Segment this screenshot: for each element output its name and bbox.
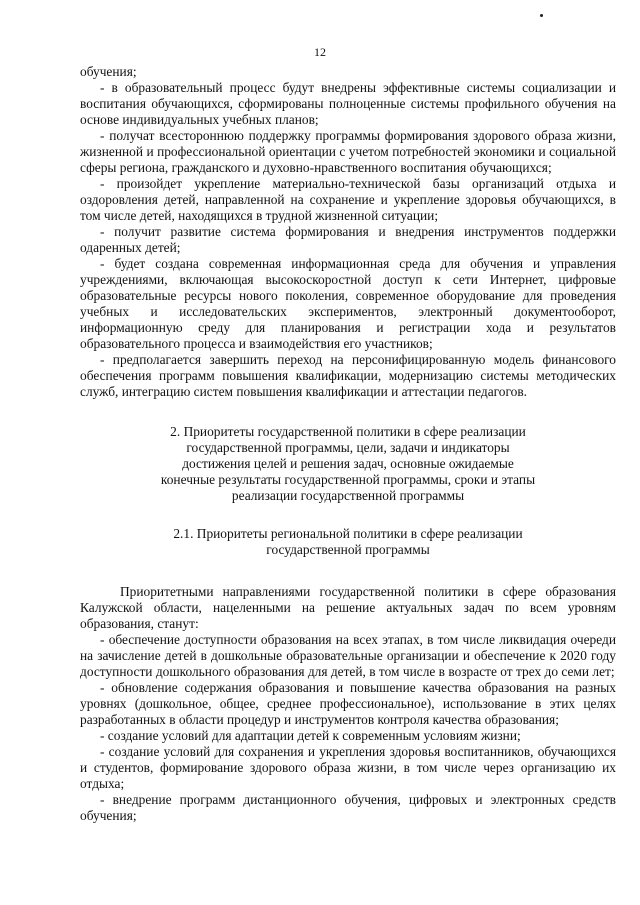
list-item: - создание условий для сохранения и укрепления здоровья воспитанников, обучающихся и студентов, формирование здорового образа жизни, в том числе через организацию их отдыха; [80, 744, 616, 791]
paragraph: - произойдет укрепление материально-технической базы организаций отдыха и оздоровления детей, направленной на сохранение и укрепление здоровья обучающихся, в том числе детей, находящихся в трудной жизненной ситуации; [80, 176, 616, 223]
scan-speck [540, 14, 543, 17]
paragraph: обучения; [80, 64, 137, 79]
heading-line: государственной программы [266, 542, 430, 557]
heading-line: достижения целей и решения задач, основные ожидаемые [182, 456, 514, 471]
paragraph: - предполагается завершить переход на персонифицированную модель финансового обеспечения программ повышения квалификации, модернизацию системы методических служб, интеграцию систем повышения квалификации и аттестации педагогов. [80, 352, 616, 399]
paragraph: - в образовательный процесс будут внедрены эффективные системы социализации и воспитания обучающихся, сформированы полноценные системы профильного обучения на основе индивидуальных учебных планов; [80, 80, 616, 127]
paragraph: - будет создана современная информационная среда для обучения и управления учреждениями, включающая высокоскоростной доступ к сети Интернет, цифровые образовательные ресурсы нового поколения, современное оборудование для проведения учебных и исследовательских экспериментов, электронный документооборот, информационную среду для планирования и регистрации хода и результатов образовательного процесса и взаимодействия его участников; [80, 256, 616, 351]
list-item: - внедрение программ дистанционного обучения, цифровых и электронных средств обучения; [80, 792, 616, 823]
heading-line: 2.1. Приоритеты региональной политики в сфере реализации [173, 526, 523, 541]
list-item: - создание условий для адаптации детей к современным условиям жизни; [100, 728, 521, 743]
page-number: 12 [314, 45, 326, 59]
list-item: - обеспечение доступности образования на всех этапах, в том числе ликвидация очереди на зачисление детей в дошкольные образовательные организации и обеспечение к 2020 году доступности дошкольного образования для детей, в том числе в возрасте от трех до семи лет; [80, 632, 616, 679]
paragraph: - получит развитие система формирования и внедрения инструментов поддержки одаренных детей; [80, 224, 616, 255]
section-2-1-heading [80, 526, 616, 558]
heading-line: государственной программы, цели, задачи и индикаторы [186, 440, 510, 455]
heading-line: реализации государственной программы [231, 488, 465, 503]
heading-line: конечные результаты государственной программы, сроки и этапы [160, 472, 536, 487]
section-intro-paragraph: Приоритетными направлениями государственной политики в сфере образования Калужской области, нацеленными на решение актуальных задач по всем уровням образования, станут: [80, 584, 616, 631]
document-body [80, 64, 616, 824]
heading-line: 2. Приоритеты государственной политики в сфере реализации [170, 424, 526, 439]
paragraph: - получат всестороннюю поддержку программы формирования здорового образа жизни, жизненной и профессиональной ориентации с учетом потребностей экономики и социальной сферы региона, гражданского и духовно-нравственного воспитания обучающихся; [80, 128, 616, 175]
section-2-heading [80, 424, 616, 504]
list-item: - обновление содержания образования и повышение качества образования на разных уровнях (дошкольное, общее, среднее профессиональное), использование в этих целях разработанных в области процедур и инструментов контроля качества образования; [80, 680, 616, 727]
